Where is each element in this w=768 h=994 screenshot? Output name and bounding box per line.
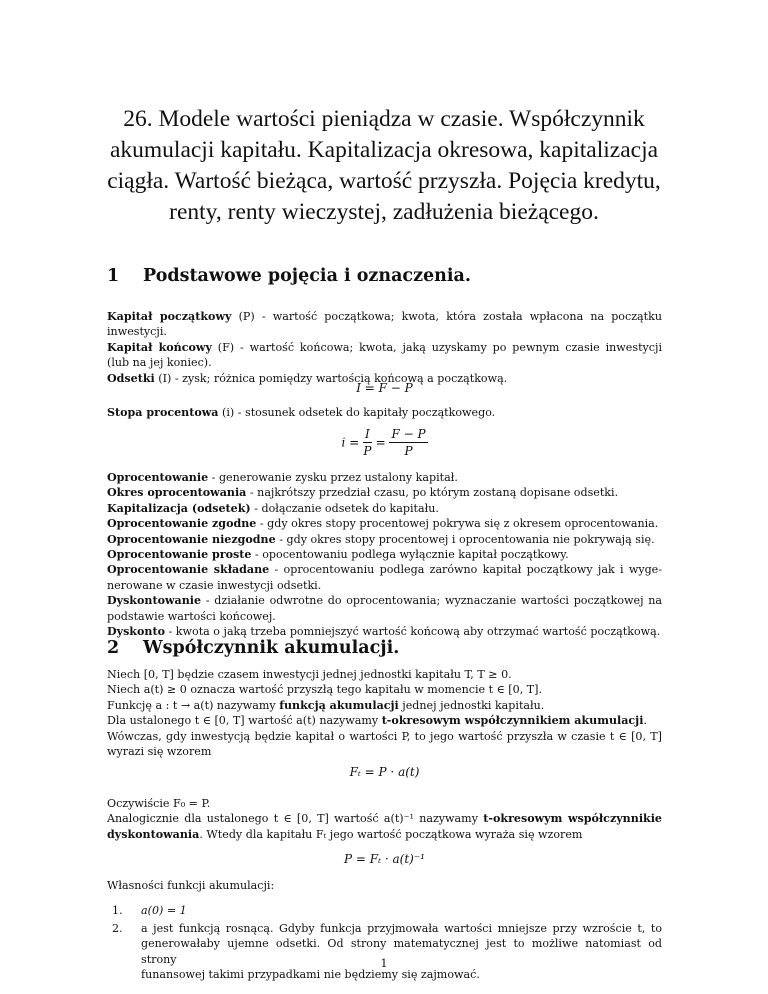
text-line	[107, 713, 662, 728]
text: Dla ustalonego t ∈ [0, T] wartość a(t) nazywamy	[107, 714, 382, 728]
section2-body	[107, 667, 662, 759]
equation-rate	[107, 427, 662, 461]
term: Stopa procentowa	[107, 406, 219, 419]
eq-lhs: i =	[341, 435, 360, 450]
section-number: 2	[107, 638, 120, 658]
definitions-block-2	[107, 470, 662, 639]
definition-text: - opocentowaniu podlega wyłącznie kapitał początkowy.	[251, 548, 569, 562]
page-number: 1	[380, 957, 388, 970]
definition-line	[107, 593, 662, 608]
definition-line	[107, 470, 662, 485]
definition-line	[107, 340, 662, 355]
definition-text: - generowanie zysku przez ustalony kapitał.	[208, 471, 458, 484]
equation-future-value: Fₜ = P · a(t)	[349, 765, 420, 779]
definition-text: (P) - wartość początkowa; kwota, która została wpłacona na początku	[231, 310, 662, 323]
definition-line	[107, 485, 662, 500]
term: Oprocentowanie	[107, 471, 209, 484]
text: jednej jednostki kapitału.	[398, 698, 545, 712]
section2-properties-intro	[107, 878, 662, 893]
definition-line	[107, 516, 662, 531]
title-line: 26. Modele wartości pieniądza w czasie. Współczynnik	[123, 106, 645, 132]
denominator: P	[363, 444, 372, 458]
definition-text: - gdy okres stopy procentowej pokrywa się z okresem oprocentowania.	[256, 517, 659, 531]
definition-text: - gdy okres stopy procentowej i oprocentowania nie pokrywają się.	[275, 532, 655, 546]
text-line	[107, 811, 662, 826]
term: Oprocentowanie niezgodne	[107, 532, 276, 546]
definition-line	[107, 562, 662, 577]
list-item-text: a(0) = 1	[141, 904, 187, 917]
term: Kapitał końcowy	[107, 340, 212, 354]
list-number: 2.	[112, 922, 123, 935]
eq-sign: =	[375, 435, 386, 450]
text: Analogicznie dla ustalonego t ∈ [0, T] wartość a(t)⁻¹ nazywamy	[107, 812, 484, 826]
text-line: Wówczas, gdy inwestycją będzie kapitał o wartości P, to jego wartość przyszła w czasie t ∈ [0, T]	[107, 729, 662, 743]
term: t-okresowym współczynnikiem akumulacji	[381, 714, 644, 728]
text-line: a jest funkcją rosnącą. Gdyby funkcja przyjmowała wartości mniejsze przy wzroście t, to	[141, 922, 662, 935]
list-item-text	[141, 921, 662, 983]
text-line: Niech [0, T] będzie czasem inwestycji jednej jednostki kapitału T, T ≥ 0.	[107, 668, 512, 681]
section2-body-2	[107, 796, 662, 842]
definition-line	[107, 547, 662, 562]
definition-line	[107, 309, 662, 324]
definition-line	[107, 532, 662, 547]
definition-line: inwestycji.	[107, 325, 167, 339]
section-heading-1	[107, 266, 471, 286]
fraction	[363, 427, 372, 458]
text-line	[107, 827, 662, 842]
equation-present-value: P = Fₜ · a(t)⁻¹	[344, 852, 425, 866]
term: t-okresowym współczynnikie	[483, 812, 662, 826]
definition-line: (lub na jej koniec).	[107, 356, 212, 370]
definition-text: - kwota o jaką trzeba pomniejszyć wartość końcową aby otrzymać wartość początkową.	[165, 625, 661, 639]
term: Kapitał początkowy	[107, 310, 232, 323]
definition-text: (i) - stosunek odsetek do kapitały początkowego.	[218, 406, 496, 419]
term: Okres oprocentowania	[107, 486, 247, 500]
term: funkcją akumulacji	[279, 698, 399, 712]
definition-text: - najkrótszy przedział czasu, po którym zostaną dopisane odsetki.	[246, 486, 619, 500]
definition-text: - oprocentowaniu podlega zarówno kapitał początkowy jak i wyge-	[269, 563, 663, 577]
equation-interest: I = F − P	[356, 381, 413, 395]
text: Funkcję a : t → a(t) nazywamy	[107, 698, 280, 712]
text-line	[107, 698, 662, 713]
definition-line: nerowane w czasie inwestycji odsetki.	[107, 578, 322, 592]
numerator: I	[364, 427, 370, 441]
term: Oprocentowanie składane	[107, 563, 270, 577]
text-line: Własności funkcji akumulacji:	[107, 879, 275, 892]
definition-line: podstawie wartości końcowej.	[107, 609, 276, 623]
term: Oprocentowanie proste	[107, 548, 252, 562]
text-line: Oczywiście F₀ = P.	[107, 797, 211, 810]
term: Dyskonto	[107, 625, 165, 639]
term: Kapitalizacja (odsetek)	[107, 501, 251, 515]
title-line: renty, renty wieczystej, zadłużenia bieżącego.	[169, 199, 599, 225]
denominator: P	[404, 444, 413, 458]
section-number: 1	[107, 266, 120, 286]
list-number: 1.	[112, 904, 123, 917]
fraction	[389, 427, 427, 458]
term: Dyskontowanie	[107, 594, 202, 608]
rate-definition	[107, 405, 662, 420]
term: Oprocentowanie zgodne	[107, 517, 257, 531]
section-title: Współczynnik akumulacji.	[143, 638, 400, 658]
text-line: generowałaby ujemne odsetki. Od strony matematycznej jest to możliwe natomiast od strony	[141, 937, 662, 966]
definition-text: - dołączanie odsetek do kapitału.	[250, 501, 439, 515]
title-line: ciągła. Wartość bieżąca, wartość przyszła. Pojęcia kredytu,	[107, 168, 661, 194]
section-heading-2	[107, 638, 399, 658]
definition-line	[107, 501, 662, 516]
text: . Wtedy dla kapitału Fₜ jego wartość początkowa wyraża się wzorem	[199, 827, 583, 841]
definition-text: (F) - wartość końcowa; kwota, jaką uzyskamy po pewnym czasie inwestycji	[211, 340, 662, 354]
definition-text: - działanie odwrotne do oprocentowania; wyznaczanie wartości początkowej na	[201, 594, 662, 608]
numerator: F − P	[391, 427, 426, 441]
title-line: akumulacji kapitału. Kapitalizacja okresowa, kapitalizacja	[109, 137, 659, 163]
term: Odsetki	[107, 371, 155, 385]
definition-line	[107, 405, 662, 420]
text: .	[643, 714, 647, 728]
text-line: funansowej takimi przypadkami nie będziemy się zajmować.	[141, 968, 480, 982]
document-title	[70, 104, 698, 228]
definition-text: (I) - zysk; różnica pomiędzy wartością końcową a początkową.	[154, 371, 508, 385]
text-line: wyrazi się wzorem	[107, 745, 212, 759]
text-line: Niech a(t) ≥ 0 oznacza wartość przyszłą tego kapitału w momencie t ∈ [0, T].	[107, 683, 542, 697]
section-title: Podstawowe pojęcia i oznaczenia.	[143, 266, 471, 286]
term: dyskontowania	[107, 827, 200, 841]
definitions-block	[107, 309, 662, 386]
